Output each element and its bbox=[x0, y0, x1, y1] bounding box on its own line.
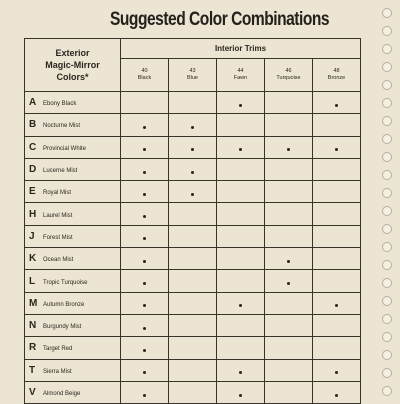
trim-column-header bbox=[313, 59, 361, 92]
binder-hole bbox=[382, 26, 392, 36]
binder-holes bbox=[380, 0, 396, 400]
color-name: Lucerne Mist bbox=[43, 168, 78, 175]
color-name: Almond Beige bbox=[43, 391, 81, 397]
combination-dot bbox=[143, 126, 146, 129]
color-name: Royal Mist bbox=[43, 190, 72, 197]
color-letter: L bbox=[29, 275, 36, 287]
trim-name: Blue bbox=[186, 75, 198, 81]
combination-cell bbox=[217, 181, 265, 203]
interior-trims-header: Interior Trims bbox=[121, 39, 361, 59]
combination-cell bbox=[169, 158, 217, 180]
combination-cell bbox=[217, 337, 265, 359]
combination-cell bbox=[313, 337, 361, 359]
combination-cell bbox=[121, 158, 169, 180]
combination-dot bbox=[287, 148, 290, 151]
color-letter: B bbox=[29, 119, 37, 131]
trim-code: 48 bbox=[333, 68, 340, 74]
combination-dot bbox=[335, 394, 338, 397]
color-letter: T bbox=[29, 364, 36, 376]
table-row bbox=[25, 225, 361, 247]
combination-dot bbox=[191, 126, 194, 129]
trim-column-header bbox=[169, 59, 217, 92]
color-name: Forest Mist bbox=[43, 234, 73, 241]
combination-cell bbox=[265, 381, 313, 403]
combination-cell bbox=[169, 248, 217, 270]
table-row bbox=[25, 181, 361, 203]
table-row bbox=[25, 92, 361, 114]
trim-name: Black bbox=[137, 75, 152, 81]
trim-code: 43 bbox=[189, 68, 196, 74]
combination-dot bbox=[143, 193, 146, 196]
combination-cell bbox=[169, 136, 217, 158]
color-name: Ocean Mist bbox=[43, 257, 74, 264]
combination-cell bbox=[169, 225, 217, 247]
table-row bbox=[25, 270, 361, 292]
color-name: Ebony Black bbox=[43, 101, 77, 108]
binder-hole bbox=[382, 98, 392, 108]
page-title: Suggested Color Combinations bbox=[110, 9, 330, 30]
combination-dot bbox=[239, 148, 242, 151]
combination-cell bbox=[169, 359, 217, 381]
combination-cell bbox=[217, 381, 265, 403]
table-body bbox=[25, 92, 361, 404]
combination-dot bbox=[191, 193, 194, 196]
binder-hole bbox=[382, 62, 392, 72]
combination-cell bbox=[265, 158, 313, 180]
color-letter: A bbox=[29, 97, 37, 109]
binder-hole bbox=[382, 8, 392, 18]
combination-dot bbox=[239, 304, 242, 307]
table-row bbox=[25, 158, 361, 180]
combination-cell bbox=[313, 92, 361, 114]
combination-cell bbox=[121, 203, 169, 225]
binder-hole bbox=[382, 368, 392, 378]
combination-dot bbox=[335, 304, 338, 307]
color-letter: V bbox=[29, 387, 36, 398]
combination-cell bbox=[121, 136, 169, 158]
binder-hole bbox=[382, 260, 392, 270]
trim-code: 46 bbox=[285, 68, 292, 74]
combination-cell bbox=[265, 225, 313, 247]
combination-cell bbox=[169, 314, 217, 336]
combination-cell bbox=[313, 136, 361, 158]
exterior-color-cell bbox=[25, 248, 121, 270]
combination-cell bbox=[313, 359, 361, 381]
color-letter: K bbox=[29, 253, 37, 265]
combination-cell bbox=[217, 359, 265, 381]
combination-dot bbox=[191, 171, 194, 174]
binder-hole bbox=[382, 314, 392, 324]
trim-name: Turquoise bbox=[276, 75, 301, 81]
combination-cell bbox=[121, 337, 169, 359]
color-name: Autumn Bronze bbox=[43, 301, 85, 308]
exterior-header-line: Exterior bbox=[55, 48, 90, 58]
color-letter: E bbox=[29, 186, 36, 198]
combination-dot bbox=[287, 260, 290, 263]
combination-cell bbox=[265, 181, 313, 203]
combination-cell bbox=[265, 248, 313, 270]
exterior-header-line: Magic-Mirror bbox=[45, 60, 100, 70]
exterior-header-line: Colors* bbox=[56, 72, 89, 82]
exterior-color-cell bbox=[25, 359, 121, 381]
combination-dot bbox=[143, 304, 146, 307]
trim-column-header bbox=[265, 59, 313, 92]
table-row bbox=[25, 359, 361, 381]
table-row bbox=[25, 203, 361, 225]
exterior-color-cell bbox=[25, 114, 121, 136]
binder-hole bbox=[382, 152, 392, 162]
trim-name: Bronze bbox=[327, 75, 346, 81]
combination-dot bbox=[143, 327, 146, 330]
combination-cell bbox=[217, 136, 265, 158]
exterior-colors-header bbox=[25, 39, 121, 92]
combination-cell bbox=[313, 181, 361, 203]
combination-cell bbox=[121, 225, 169, 247]
combination-dot bbox=[143, 371, 146, 374]
binder-hole bbox=[382, 188, 392, 198]
combination-cell bbox=[121, 181, 169, 203]
binder-hole bbox=[382, 224, 392, 234]
combination-dot bbox=[335, 148, 338, 151]
binder-hole bbox=[382, 296, 392, 306]
combination-cell bbox=[265, 114, 313, 136]
combination-dot bbox=[143, 237, 146, 240]
color-name: Nocturne Mist bbox=[43, 123, 81, 130]
combination-cell bbox=[313, 203, 361, 225]
binder-hole bbox=[382, 350, 392, 360]
color-name: Provincial White bbox=[43, 145, 87, 152]
combination-cell bbox=[217, 225, 265, 247]
combination-dot bbox=[335, 104, 338, 107]
table-row bbox=[25, 337, 361, 359]
binder-hole bbox=[382, 332, 392, 342]
binder-hole bbox=[382, 242, 392, 252]
color-letter: M bbox=[29, 297, 38, 309]
combination-dot bbox=[143, 148, 146, 151]
combination-cell bbox=[121, 359, 169, 381]
combination-cell bbox=[121, 248, 169, 270]
combination-cell bbox=[121, 114, 169, 136]
combination-cell bbox=[217, 114, 265, 136]
combination-cell bbox=[265, 314, 313, 336]
combination-dot bbox=[191, 148, 194, 151]
trim-code: 44 bbox=[237, 68, 244, 74]
exterior-color-cell bbox=[25, 292, 121, 314]
combination-dot bbox=[143, 215, 146, 218]
combination-dot bbox=[239, 371, 242, 374]
combination-cell bbox=[313, 292, 361, 314]
combination-cell bbox=[217, 92, 265, 114]
combination-cell bbox=[169, 270, 217, 292]
combination-dot bbox=[335, 371, 338, 374]
exterior-color-cell bbox=[25, 158, 121, 180]
color-letter: D bbox=[29, 164, 37, 176]
color-name: Sierra Mist bbox=[43, 368, 72, 375]
combination-dot bbox=[143, 171, 146, 174]
combination-dot bbox=[143, 349, 146, 352]
table-row bbox=[25, 292, 361, 314]
binder-hole bbox=[382, 134, 392, 144]
combination-dot bbox=[143, 260, 146, 263]
binder-hole bbox=[382, 170, 392, 180]
combination-cell bbox=[265, 337, 313, 359]
table-row bbox=[25, 314, 361, 336]
color-name: Target Red bbox=[43, 346, 73, 353]
combination-cell bbox=[313, 381, 361, 403]
table-row bbox=[25, 114, 361, 136]
combination-cell bbox=[217, 292, 265, 314]
combination-cell bbox=[217, 203, 265, 225]
combination-cell bbox=[121, 92, 169, 114]
trim-column-header bbox=[121, 59, 169, 92]
combination-cell bbox=[217, 270, 265, 292]
combination-cell bbox=[313, 158, 361, 180]
color-combinations-table bbox=[24, 38, 361, 404]
binder-hole bbox=[382, 116, 392, 126]
combination-cell bbox=[169, 114, 217, 136]
color-letter: R bbox=[29, 342, 37, 354]
combination-cell bbox=[265, 270, 313, 292]
combination-cell bbox=[265, 203, 313, 225]
exterior-color-cell bbox=[25, 136, 121, 158]
table-row bbox=[25, 136, 361, 158]
exterior-color-cell bbox=[25, 270, 121, 292]
combination-dot bbox=[239, 394, 242, 397]
binder-hole bbox=[382, 206, 392, 216]
exterior-color-cell bbox=[25, 203, 121, 225]
exterior-color-cell bbox=[25, 337, 121, 359]
combination-cell bbox=[217, 314, 265, 336]
combination-cell bbox=[217, 248, 265, 270]
combination-cell bbox=[265, 136, 313, 158]
exterior-color-cell bbox=[25, 181, 121, 203]
color-letter: N bbox=[29, 320, 37, 332]
binder-hole bbox=[382, 386, 392, 396]
combination-cell bbox=[169, 92, 217, 114]
table-row bbox=[25, 381, 361, 403]
combination-cell bbox=[217, 158, 265, 180]
combination-cell bbox=[265, 359, 313, 381]
table-row bbox=[25, 248, 361, 270]
binder-hole bbox=[382, 278, 392, 288]
color-letter: J bbox=[29, 230, 35, 242]
exterior-color-cell bbox=[25, 92, 121, 114]
exterior-color-cell bbox=[25, 225, 121, 247]
color-name: Burgundy Mist bbox=[43, 324, 82, 331]
combination-cell bbox=[169, 381, 217, 403]
exterior-color-cell bbox=[25, 314, 121, 336]
combination-cell bbox=[169, 203, 217, 225]
combination-cell bbox=[265, 92, 313, 114]
combination-cell bbox=[169, 181, 217, 203]
color-name: Laurel Mist bbox=[43, 212, 73, 219]
binder-hole bbox=[382, 44, 392, 54]
combination-cell bbox=[313, 314, 361, 336]
combination-cell bbox=[313, 114, 361, 136]
trim-name: Fawn bbox=[233, 75, 248, 81]
color-letter: C bbox=[29, 141, 37, 153]
trim-code: 40 bbox=[141, 68, 148, 74]
exterior-color-cell bbox=[25, 381, 121, 403]
combination-dot bbox=[143, 394, 146, 397]
combination-cell bbox=[313, 270, 361, 292]
color-letter: H bbox=[29, 208, 37, 220]
combination-cell bbox=[121, 292, 169, 314]
combination-cell bbox=[265, 292, 313, 314]
trim-column-header bbox=[217, 59, 265, 92]
combination-cell bbox=[121, 314, 169, 336]
combination-dot bbox=[143, 282, 146, 285]
combination-dot bbox=[239, 104, 242, 107]
combination-cell bbox=[169, 292, 217, 314]
combination-cell bbox=[313, 225, 361, 247]
combination-cell bbox=[121, 381, 169, 403]
combination-dot bbox=[287, 282, 290, 285]
color-name: Tropic Turquoise bbox=[43, 279, 88, 286]
combination-cell bbox=[169, 337, 217, 359]
combination-cell bbox=[313, 248, 361, 270]
binder-hole bbox=[382, 80, 392, 90]
combination-cell bbox=[121, 270, 169, 292]
